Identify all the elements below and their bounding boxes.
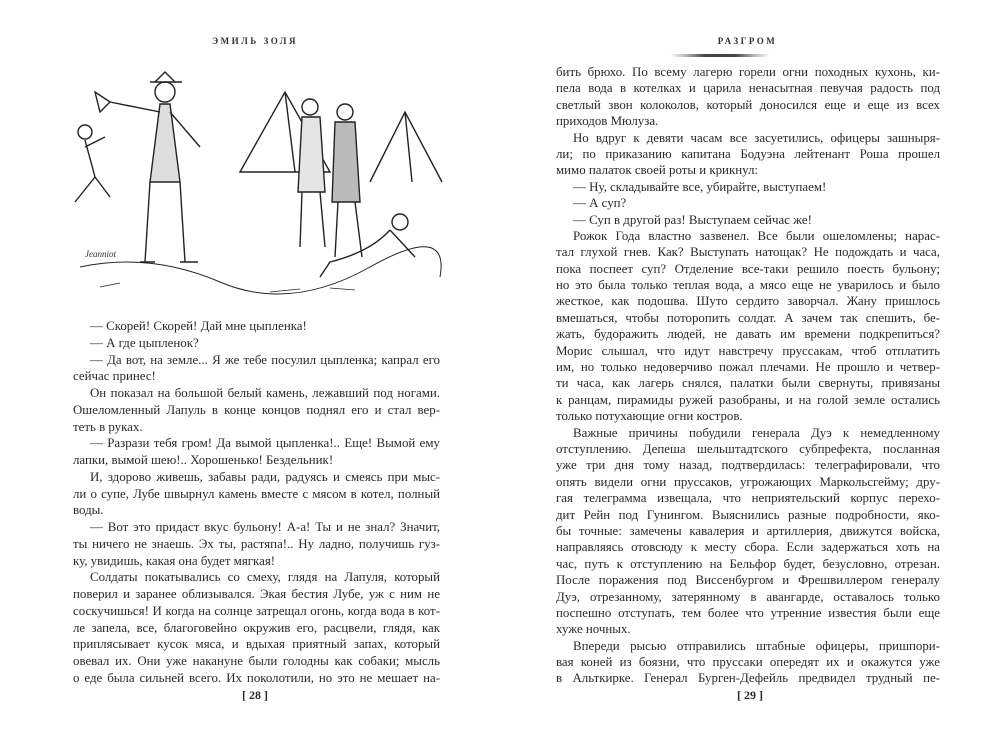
text-line: — Вот это придаст вкус бульону! А-а! Ты и не знал? Значит, xyxy=(90,520,440,534)
text-line: Но вдруг к девяти часам все засуетились, офицеры зашныря- xyxy=(573,130,940,145)
text-line: поспешно отступать, тем более что утренние известия были еще xyxy=(556,605,940,620)
text-line: вмешаться, чтобы поторопить солдат. А зачем так спешить, бе- xyxy=(556,310,940,325)
page-number: [ 28 ] xyxy=(242,688,268,702)
text-line: теть в руках. xyxy=(73,419,143,434)
text-line: но это была только теплая вода, а мясо еще не уварилось и было xyxy=(556,278,940,293)
text-line: — Разрази тебя гром! Да вымой цыпленка!.. Еще! Вымой ему xyxy=(90,436,440,451)
text-line: им, но только недоверчиво пожал плечами. Не прошло и четвер- xyxy=(556,360,940,375)
paragraph xyxy=(73,519,440,569)
text-line: пока поспеет суп? Отделение все-таки решило поесть бульону; xyxy=(556,261,940,276)
text-line: — А суп? xyxy=(573,196,627,211)
text-line: дит Рейн под Гунингом. Выяснились разные подробности, яко- xyxy=(556,507,940,522)
paragraph xyxy=(73,469,440,519)
paragraph xyxy=(73,352,440,386)
paragraph xyxy=(73,335,440,352)
paragraph xyxy=(73,569,440,686)
running-head-author: ЭМИЛЬ ЗОЛЯ xyxy=(211,36,298,46)
text-line: вая коней из боязни, что пруссаки опередят их и окажутся уже xyxy=(556,655,940,670)
artist-signature: Jeanniot xyxy=(85,249,116,259)
text-line: бить брюхо. По всему лагерю горели огни походных кухонь, ки- xyxy=(556,65,940,79)
text-line: ли о супе, Лубе швырнул камень вместе с мясом в котел, полный xyxy=(73,486,440,501)
text-line: И, здорово живешь, забавы ради, радуясь и смеясь при мыс- xyxy=(90,469,440,484)
text-line: — Да вот, на земле... Я же тебе посулил цыпленка; капрал его xyxy=(90,352,440,367)
paragraph xyxy=(73,318,440,335)
text-line: — А где цыпленок? xyxy=(90,335,199,350)
text-line: только потухающие огни костров. xyxy=(556,409,743,424)
paragraph xyxy=(73,385,440,435)
text-line: пела вода в котелках и царила ненасытная певучая радость под xyxy=(556,81,940,96)
text-line: ли; по приказанию капитана Бодуэна лейтенант Роша прошел xyxy=(556,146,940,161)
text-line: приходов Мюлуза. xyxy=(556,114,659,129)
text-line: Рожок Года властно зазвенел. Все были ошеломлены; нарас- xyxy=(573,228,940,243)
text-line: жесткое, как подошва. Шуто сердито заворчал. Жану пришлось xyxy=(556,294,940,309)
left-page-body xyxy=(73,318,440,687)
text-line: Ошеломленный Лапуль в конце концов поднял его и стал вер- xyxy=(73,402,440,417)
text-line: направляясь отовсюду к месту сбора. Если задержаться хоть на xyxy=(556,540,940,555)
text-line: — Ну, складывайте все, убирайте, выступаем! xyxy=(573,179,827,194)
paragraph xyxy=(556,179,940,195)
text-line: бы точные: замечены кавалерия и артиллерия, движутся войска, xyxy=(556,523,940,538)
text-line: ты ничего не знаешь. Эх ты, растяпа!.. Ну ладно, получишь гуз- xyxy=(73,536,440,551)
page-number: [ 29 ] xyxy=(737,688,763,702)
right-page-body xyxy=(556,64,940,687)
paragraph xyxy=(556,130,940,179)
paragraph xyxy=(556,64,940,130)
text-line: уже три дня тому назад, подтвердилась: телеграфировали, что xyxy=(556,458,940,473)
text-line: лапки, вымой шею!.. Хорошенько! Бездельник! xyxy=(73,453,334,467)
text-line: ле запела, все, благоговейно окружив его, расцвели, глядя, как xyxy=(73,620,440,635)
camp-illustration xyxy=(70,52,445,302)
paragraph xyxy=(556,638,940,687)
running-head-title: РАЗГРОМ xyxy=(717,36,778,46)
text-line: о еде была сильней всего. Их поколотили, но это не мешает на- xyxy=(73,670,440,685)
paragraph xyxy=(73,435,440,469)
text-line: опять видели огни пруссаков, угрожающих Маркольсгейму; дру- xyxy=(556,474,940,489)
paragraph xyxy=(556,425,940,638)
text-line: Солдаты покатывались со смеху, глядя на Лапуля, который xyxy=(90,570,440,585)
text-line: После поражения под Виссенбургом и Фрешвиллером генералу xyxy=(556,573,940,588)
text-line: ти часа, как лагерь снялся, палатки были свернуты, привязаны xyxy=(556,376,940,391)
text-line: поверил и заранее облизывался. Экая бестия Лубе, уж с ним не xyxy=(73,587,440,601)
text-line: Важные причины побудили генерала Дуэ к немедленному xyxy=(573,425,940,440)
text-line: в Альткирке. Генерал Бурген-Дефейль предвидел трудный пе- xyxy=(556,671,940,686)
text-line: к ранцам, пирамиды ружей разобраны, и на голой земле остались xyxy=(556,392,940,407)
text-line: Дуэ, отрезанному, затерянному в авангарде, оставалось только xyxy=(556,589,940,604)
text-line: хуже ночных. xyxy=(556,622,631,637)
text-line: час, путь к отступлению на Бельфор будет, безусловно, отрезан. xyxy=(556,556,940,571)
text-line: жать, будоражить людей, не давать им времени подкрепиться? xyxy=(556,327,940,342)
text-line: тал глухой гнев. Как? Выступать натощак? Не подождать и часа, xyxy=(556,245,940,260)
header-rule xyxy=(670,54,770,57)
text-line: отступлению. Депеша шельштадтского субпрефекта, посланная xyxy=(556,441,940,456)
text-line: ку, увидишь, какая она будет мягкая! xyxy=(73,553,276,568)
text-line: Он показал на большой белый камень, лежавший под ногами. xyxy=(90,386,440,400)
text-line: соскучишься! И когда на солнце затрещал огонь, когда вода в кот- xyxy=(73,603,440,618)
text-line: мимо палаток своей роты и крикнул: xyxy=(556,163,759,178)
text-line: приплясывает кусок мяса, и вдыхая приятный запах, который xyxy=(73,637,440,652)
paragraph xyxy=(556,212,940,228)
text-line: Морис слышал, что идут навстречу пруссакам, чтоб отплатить xyxy=(556,343,940,358)
text-line: воды. xyxy=(73,503,104,518)
text-line: сейчас принес! xyxy=(73,369,156,384)
text-line: Впереди рысью отправились штабные офицеры, пришпори- xyxy=(573,638,940,653)
right-page xyxy=(500,0,1000,750)
text-line: гая телеграмма извещала, что неприятельский корпус перехо- xyxy=(556,491,940,506)
text-line: светлый звон колоколов, который доносился еще и еще из всех xyxy=(556,97,940,112)
text-line: — Скорей! Скорей! Дай мне цыпленка! xyxy=(90,319,307,333)
text-line: овевал их. Они уже накануне были голодны как собаки; мысль xyxy=(73,654,440,668)
text-line: — Суп в другой раз! Выступаем сейчас же! xyxy=(573,212,812,227)
paragraph xyxy=(556,228,940,425)
paragraph xyxy=(556,195,940,211)
